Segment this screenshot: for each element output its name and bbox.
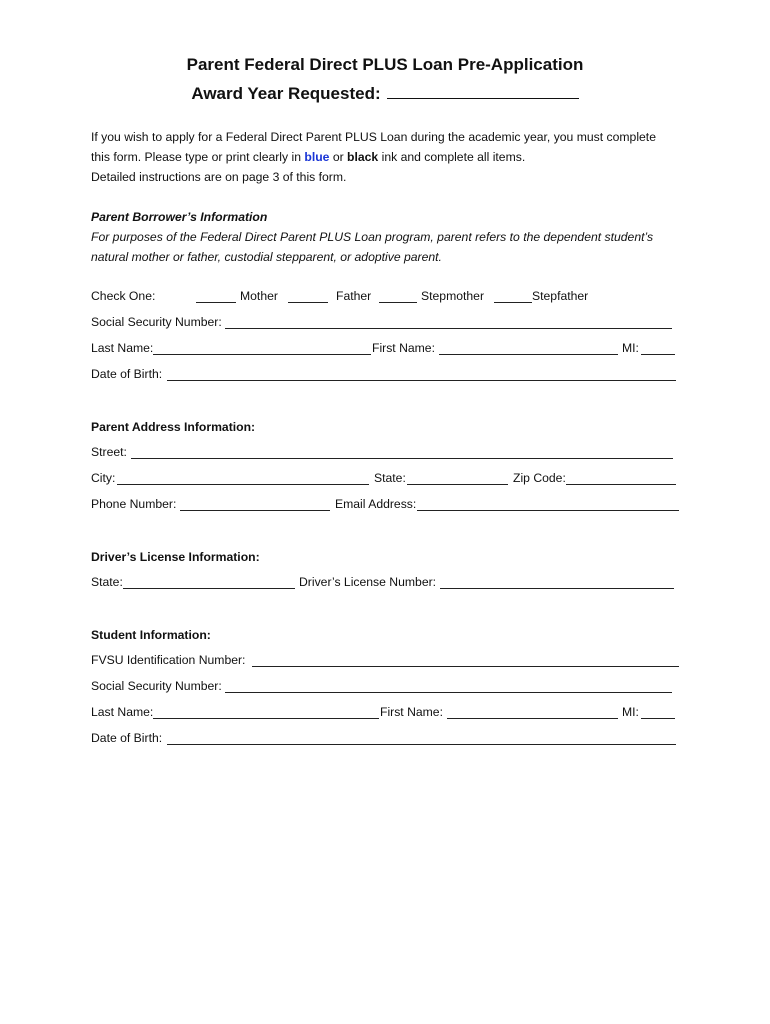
option-father: Father	[336, 289, 372, 303]
parent-mi-label: MI:	[622, 341, 639, 355]
fvsu-id-field[interactable]	[252, 666, 679, 667]
parent-dob-field[interactable]	[167, 380, 676, 381]
student-mi-field[interactable]	[641, 718, 675, 719]
fvsu-id-label: FVSU Identification Number:	[91, 653, 246, 667]
student-last-name-label: Last Name:	[91, 705, 154, 719]
license-state-label: State:	[91, 575, 123, 589]
street-field[interactable]	[131, 458, 673, 459]
fvsu-id-row	[91, 653, 683, 669]
borrower-heading: Parent Borrower’s Information	[91, 210, 268, 224]
state-field[interactable]	[407, 484, 508, 485]
parent-last-name-field[interactable]	[153, 354, 371, 355]
student-ssn-label: Social Security Number:	[91, 679, 222, 693]
zip-label: Zip Code:	[513, 471, 566, 485]
intro-line-2-post: ink and complete all items.	[378, 150, 526, 164]
address-heading: Parent Address Information:	[91, 420, 256, 434]
city-field[interactable]	[117, 484, 369, 485]
borrower-note-2: natural mother or father, custodial stepparent, or adoptive parent.	[91, 250, 442, 264]
zip-field[interactable]	[566, 484, 676, 485]
intro-or-word: or	[329, 150, 348, 164]
phone-field[interactable]	[180, 510, 330, 511]
award-year-row	[0, 82, 770, 104]
intro-line-2-pre: this form. Please type or print clearly in	[91, 150, 305, 164]
stepfather-check-field[interactable]	[494, 302, 532, 303]
parent-dob-label: Date of Birth:	[91, 367, 163, 381]
license-number-label: Driver’s License Number:	[299, 575, 437, 589]
parent-first-name-field[interactable]	[439, 354, 618, 355]
option-mother: Mother	[240, 289, 278, 303]
license-row	[91, 575, 681, 591]
intro-line-1: If you wish to apply for a Federal Direct Parent PLUS Loan during the academic year, you must complete	[91, 130, 656, 144]
license-heading: Driver’s License Information:	[91, 550, 260, 564]
email-field[interactable]	[417, 510, 679, 511]
parent-ssn-row	[91, 315, 676, 331]
intro-black-word: black	[347, 150, 379, 164]
student-mi-label: MI:	[622, 705, 639, 719]
parent-first-name-label: First Name:	[372, 341, 435, 355]
check-one-label: Check One:	[91, 289, 156, 303]
email-label: Email Address:	[335, 497, 417, 511]
parent-ssn-label: Social Security Number:	[91, 315, 222, 329]
parent-dob-row	[91, 367, 681, 383]
license-number-field[interactable]	[440, 588, 674, 589]
student-first-name-label: First Name:	[380, 705, 443, 719]
student-ssn-row	[91, 679, 676, 695]
student-ssn-field[interactable]	[225, 692, 672, 693]
parent-last-name-label: Last Name:	[91, 341, 154, 355]
form-title: Parent Federal Direct PLUS Loan Pre-Application	[186, 55, 584, 74]
option-stepmother: Stepmother	[421, 289, 485, 303]
parent-name-row	[91, 341, 681, 357]
street-label: Street:	[91, 445, 127, 459]
phone-email-row	[91, 497, 683, 513]
student-dob-field[interactable]	[167, 744, 676, 745]
student-first-name-field[interactable]	[447, 718, 618, 719]
intro-line-3: Detailed instructions are on page 3 of this form.	[91, 170, 347, 184]
parent-ssn-field[interactable]	[225, 328, 672, 329]
award-year-label: Award Year Requested:	[191, 84, 381, 103]
student-name-row	[91, 705, 681, 721]
license-state-field[interactable]	[123, 588, 295, 589]
mother-check-field[interactable]	[196, 302, 236, 303]
father-check-field[interactable]	[288, 302, 328, 303]
state-label: State:	[374, 471, 406, 485]
intro-blue-word: blue	[304, 150, 330, 164]
student-dob-label: Date of Birth:	[91, 731, 163, 745]
street-row	[91, 445, 681, 461]
intro-line-2	[91, 150, 525, 164]
student-last-name-field[interactable]	[153, 718, 379, 719]
city-label: City:	[91, 471, 116, 485]
check-one-row	[91, 289, 691, 305]
borrower-note-1: For purposes of the Federal Direct Parent PLUS Loan program, parent refers to the dependent student’s	[91, 230, 654, 244]
phone-label: Phone Number:	[91, 497, 177, 511]
city-row	[91, 471, 681, 487]
student-heading: Student Information:	[91, 628, 211, 642]
option-stepfather: Stepfather	[532, 289, 589, 303]
student-dob-row	[91, 731, 681, 747]
parent-mi-field[interactable]	[641, 354, 675, 355]
award-year-field[interactable]	[387, 82, 579, 99]
stepmother-check-field[interactable]	[379, 302, 417, 303]
